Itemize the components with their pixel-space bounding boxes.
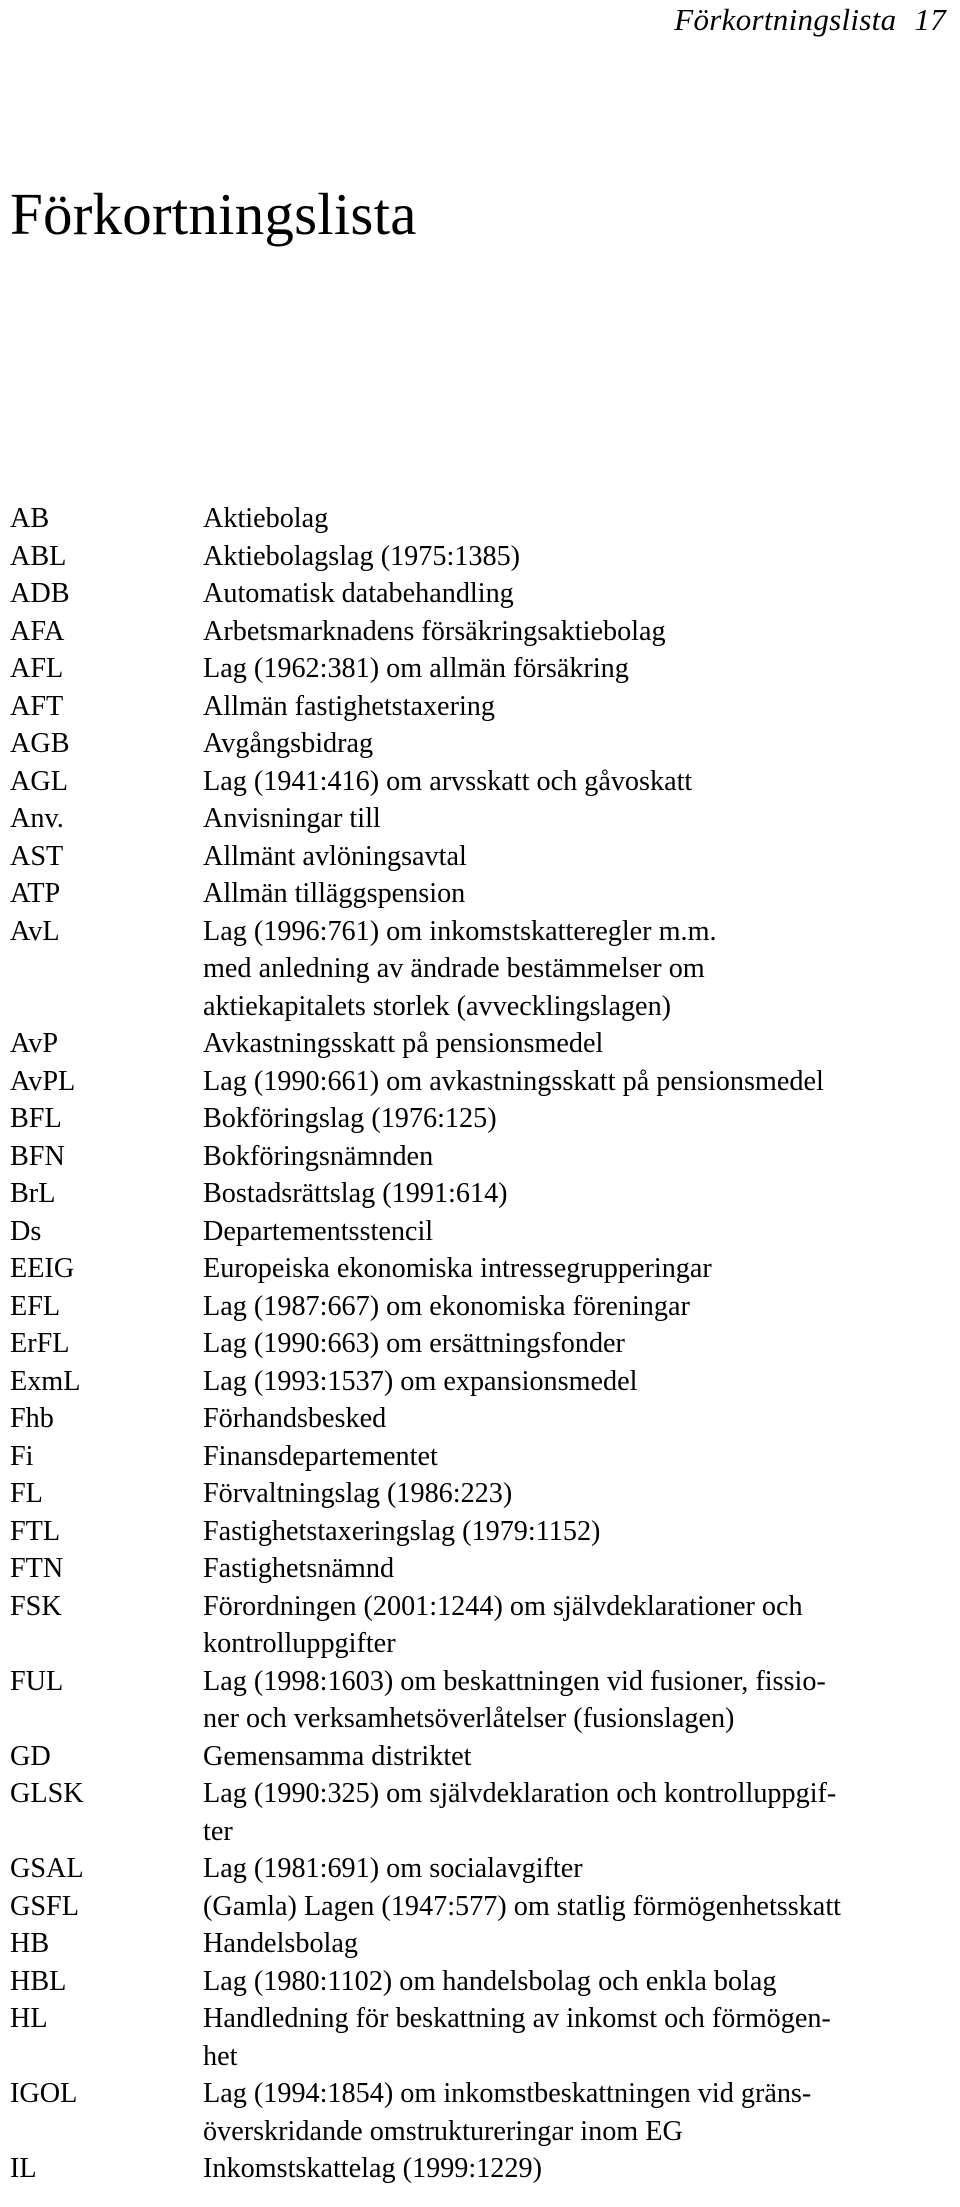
abbreviation-definition: Lag (1990:325) om självdeklaration och kontrolluppgif- [203,1778,837,1809]
abbreviation-entry [10,1963,945,2001]
abbreviation-entry [10,875,945,913]
abbreviation-entry [10,1588,945,1626]
abbreviation-definition: överskridande omstruktureringar inom EG [203,2115,683,2147]
abbreviation-entry [10,575,945,613]
abbreviation-definition: Bokföringsnämnden [203,1140,434,1172]
abbreviation-term: AvPL [10,1065,76,1097]
abbreviation-entry-continuation [10,2113,945,2151]
abbreviation-definition: Finansdepartementet [203,1440,438,1472]
abbreviation-definition: Gemensamma distriktet [203,1740,472,1772]
abbreviation-entry [10,763,945,801]
running-header [674,2,946,38]
abbreviation-entry [10,1513,945,1551]
abbreviation-definition: Lag (1981:691) om socialavgifter [203,1853,583,1884]
abbreviation-entry [10,1288,945,1326]
abbreviation-entry-continuation [10,2038,945,2076]
abbreviation-entry [10,1063,945,1101]
abbreviation-term: ExmL [10,1365,81,1397]
abbreviation-definition: Lag (1996:761) om inkomstskatteregler m.m. [203,915,717,947]
abbreviation-definition: Arbetsmarknadens försäkringsaktiebolag [203,615,666,647]
abbreviation-entry [10,1175,945,1213]
abbreviation-term: ABL [10,540,67,572]
abbreviation-definition: med anledning av ändrade bestämmelser om [203,953,705,984]
abbreviation-entry-continuation [10,1700,945,1738]
abbreviation-entry [10,1250,945,1288]
abbreviation-definition: Lag (1962:381) om allmän försäkring [203,653,629,684]
abbreviation-definition: Allmänt avlöningsavtal [203,840,467,872]
abbreviation-definition: Europeiska ekonomiska intressegrupperingar [203,1253,712,1284]
page-title: Förkortningslista [10,181,417,247]
abbreviation-definition: Lag (1998:1603) om beskattningen vid fusioner, fissio- [203,1665,826,1697]
abbreviation-term: AvP [10,1028,59,1059]
abbreviation-entry [10,2000,945,2038]
abbreviation-definition: Lag (1990:663) om ersättningsfonder [203,1328,625,1359]
abbreviation-term: ErFL [10,1328,70,1359]
abbreviation-definition: Lag (1990:661) om avkastningsskatt på pensionsmedel [203,1065,824,1097]
abbreviation-term: BFL [10,1103,62,1134]
running-header-section: Förkortningslista [674,2,897,37]
abbreviation-term: IL [10,2153,37,2184]
abbreviation-definition: Automatisk databehandling [203,578,514,609]
abbreviation-term: FUL [10,1665,64,1697]
abbreviation-term [10,2038,203,2076]
abbreviation-definition: Departementsstencil [203,1215,434,1247]
page-number: 17 [914,2,946,37]
abbreviation-term [10,2113,203,2151]
abbreviation-entry [10,1775,945,1813]
abbreviation-term: AGL [10,765,68,797]
abbreviation-definition: Allmän tilläggspension [203,878,466,909]
abbreviation-term: HB [10,1928,50,1959]
abbreviation-entry [10,1850,945,1888]
abbreviation-definition: Förhandsbesked [203,1403,387,1434]
abbreviation-entry-continuation [10,950,945,988]
abbreviation-term: BFN [10,1140,65,1172]
abbreviation-term [10,1625,203,1663]
abbreviation-list [10,500,945,2188]
abbreviation-definition: Bokföringslag (1976:125) [203,1103,497,1134]
abbreviation-entry [10,838,945,876]
abbreviation-term: Fi [10,1440,34,1472]
abbreviation-entry [10,1025,945,1063]
abbreviation-definition: het [203,2040,238,2072]
abbreviation-term: EEIG [10,1253,75,1284]
abbreviation-term: Anv. [10,803,64,834]
abbreviation-definition: Förordningen (2001:1244) om självdeklarationer och [203,1590,803,1622]
abbreviation-entry-continuation [10,1625,945,1663]
abbreviation-definition: Avkastningsskatt på pensionsmedel [203,1028,604,1059]
abbreviation-entry-continuation [10,1813,945,1851]
abbreviation-definition: Aktiebolag [203,503,329,534]
abbreviation-entry [10,650,945,688]
abbreviation-definition: Handledning för beskattning av inkomst och förmögen- [203,2003,831,2034]
abbreviation-term: HBL [10,1965,67,1997]
abbreviation-term: AB [10,503,50,534]
abbreviation-definition: aktiekapitalets storlek (avvecklingslagen) [203,990,672,1022]
abbreviation-term: AFA [10,615,65,647]
abbreviation-entry [10,1363,945,1401]
abbreviation-entry [10,1550,945,1588]
abbreviation-term: AFT [10,690,64,722]
abbreviation-term: AST [10,840,64,872]
abbreviation-entry [10,1663,945,1701]
abbreviation-term: AFL [10,653,64,684]
abbreviation-term: AvL [10,915,60,947]
abbreviation-term [10,988,203,1026]
abbreviation-definition: Förvaltningslag (1986:223) [203,1478,513,1509]
abbreviation-entry [10,538,945,576]
abbreviation-term [10,950,203,988]
abbreviation-term: GSFL [10,1890,79,1922]
abbreviation-entry [10,2150,945,2188]
abbreviation-definition: Lag (1941:416) om arvsskatt och gåvoskatt [203,765,693,797]
abbreviation-entry [10,1400,945,1438]
abbreviation-term: IGOL [10,2078,78,2109]
abbreviation-term: Fhb [10,1403,54,1434]
abbreviation-term: ADB [10,578,70,609]
abbreviation-term: FL [10,1478,43,1509]
abbreviation-term [10,1813,203,1851]
abbreviation-definition: Avgångsbidrag [203,728,374,759]
abbreviation-term: GSAL [10,1853,84,1884]
abbreviation-definition: Bostadsrättslag (1991:614) [203,1178,508,1209]
abbreviation-entry [10,1925,945,1963]
abbreviation-definition: kontrolluppgifter [203,1628,396,1659]
abbreviation-term [10,1700,203,1738]
abbreviation-term: GD [10,1740,51,1772]
abbreviation-term: AGB [10,728,70,759]
abbreviation-definition: (Gamla) Lagen (1947:577) om statlig förmögenhetsskatt [203,1890,841,1922]
abbreviation-term: FSK [10,1590,62,1622]
abbreviation-entry-continuation [10,988,945,1026]
abbreviation-entry [10,1438,945,1476]
abbreviation-definition: Aktiebolagslag (1975:1385) [203,540,521,572]
abbreviation-entry [10,800,945,838]
abbreviation-entry [10,1888,945,1926]
abbreviation-entry [10,613,945,651]
abbreviation-definition: Inkomstskattelag (1999:1229) [203,2153,542,2184]
abbreviation-entry [10,1738,945,1776]
abbreviation-term: EFL [10,1290,61,1322]
abbreviation-definition: Fastighetstaxeringslag (1979:1152) [203,1515,601,1547]
abbreviation-entry [10,1138,945,1176]
abbreviation-definition: Allmän fastighetstaxering [203,690,495,722]
abbreviation-entry [10,500,945,538]
abbreviation-definition: ner och verksamhetsöverlåtelser (fusionslagen) [203,1703,735,1734]
abbreviation-definition: Lag (1993:1537) om expansionsmedel [203,1365,638,1397]
abbreviation-entry [10,1475,945,1513]
abbreviation-term: FTN [10,1553,64,1584]
abbreviation-entry [10,1213,945,1251]
abbreviation-entry [10,725,945,763]
abbreviation-definition: Anvisningar till [203,803,381,834]
abbreviation-entry [10,688,945,726]
abbreviation-term: ATP [10,878,61,909]
abbreviation-entry [10,913,945,951]
abbreviation-term: GLSK [10,1778,84,1809]
abbreviation-entry [10,2075,945,2113]
abbreviation-definition: Lag (1987:667) om ekonomiska föreningar [203,1290,690,1322]
abbreviation-entry [10,1100,945,1138]
abbreviation-definition: Fastighetsnämnd [203,1553,395,1584]
abbreviation-definition: ter [203,1815,233,1847]
abbreviation-entry [10,1325,945,1363]
abbreviation-term: HL [10,2003,48,2034]
abbreviation-term: FTL [10,1515,61,1547]
abbreviation-definition: Lag (1994:1854) om inkomstbeskattningen vid gräns- [203,2078,812,2109]
abbreviation-term: BrL [10,1178,56,1209]
abbreviation-definition: Lag (1980:1102) om handelsbolag och enkla bolag [203,1965,777,1997]
abbreviation-definition: Handelsbolag [203,1928,358,1959]
abbreviation-term: Ds [10,1215,42,1247]
